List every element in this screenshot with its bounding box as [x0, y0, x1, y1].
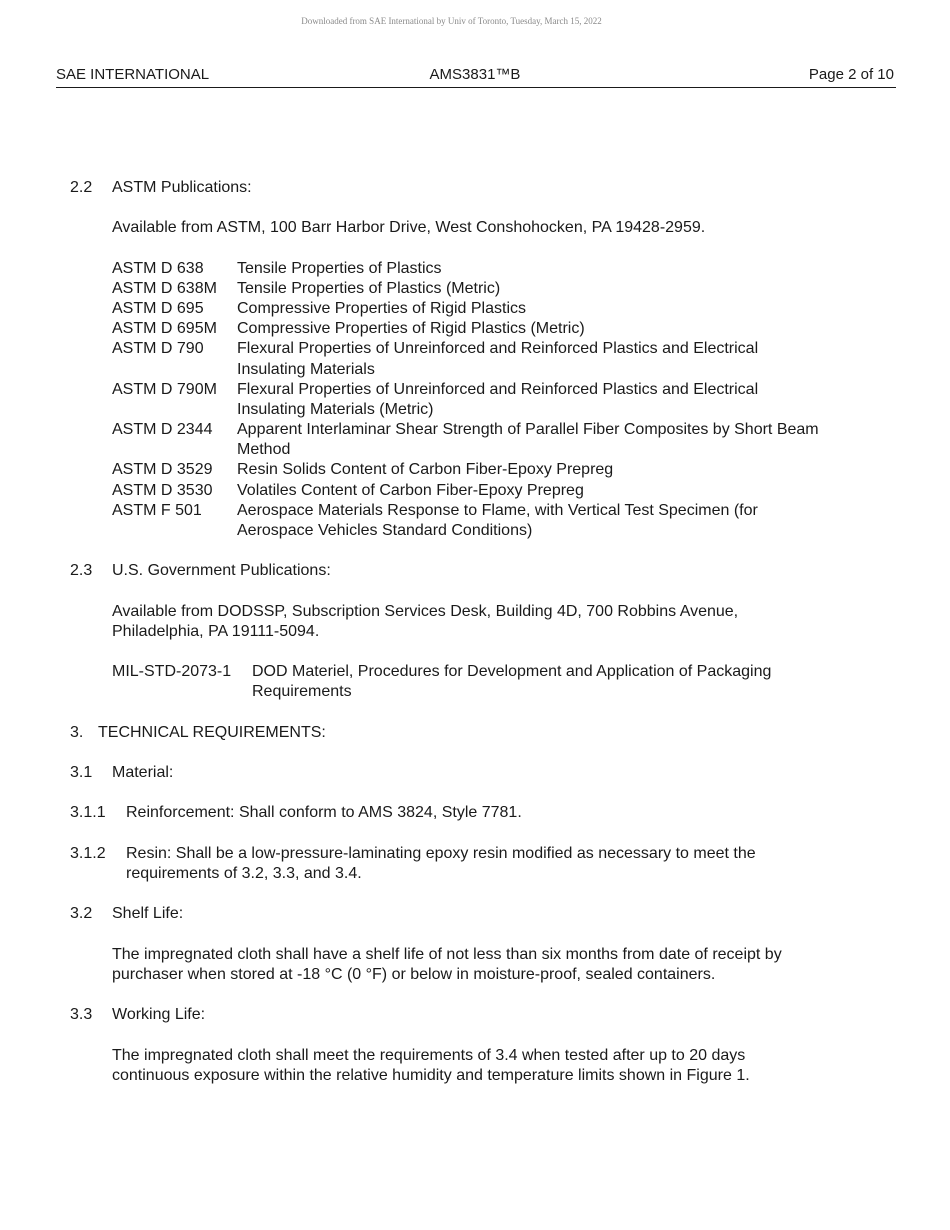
reference-code: ASTM D 695M — [112, 320, 217, 337]
reference-title: Apparent Interlaminar Shear Strength of Parallel Fiber Composites by Short Beam — [237, 421, 819, 438]
section-3-2-number: 3.2 — [70, 905, 93, 922]
reference-title: DOD Materiel, Procedures for Development and Application of Packaging — [252, 663, 772, 680]
section-2-2-number: 2.2 — [70, 179, 93, 196]
reference-code: ASTM D 3530 — [112, 482, 213, 499]
section-3-1-2-text-continued: requirements of 3.2, 3.3, and 3.4. — [126, 865, 362, 882]
section-2-3-number: 2.3 — [70, 562, 93, 579]
reference-title: Compressive Properties of Rigid Plastics (Metric) — [237, 320, 585, 337]
reference-title: Compressive Properties of Rigid Plastics — [237, 300, 526, 317]
section-3-1-number: 3.1 — [70, 764, 93, 781]
section-2-3-availability-continued: Philadelphia, PA 19111-5094. — [112, 623, 320, 640]
reference-title: Tensile Properties of Plastics (Metric) — [237, 280, 501, 297]
reference-title-continued: Requirements — [252, 683, 352, 700]
section-2-3-availability: Available from DODSSP, Subscription Services Desk, Building 4D, 700 Robbins Avenue, — [112, 603, 739, 620]
section-2-2-title: ASTM Publications: — [112, 179, 252, 196]
reference-title-continued: Insulating Materials (Metric) — [237, 401, 434, 418]
section-3-3-title: Working Life: — [112, 1006, 206, 1023]
header-page-number: Page 2 of 10 — [808, 66, 894, 83]
section-3-3-body-continued: continuous exposure within the relative humidity and temperature limits shown in Figure 1. — [112, 1067, 750, 1084]
reference-code: ASTM D 790 — [112, 340, 204, 357]
section-3-1-1-number: 3.1.1 — [70, 804, 106, 821]
reference-title-continued: Aerospace Vehicles Standard Conditions) — [237, 522, 533, 539]
section-3-2-body-continued: purchaser when stored at -18 °C (0 °F) or below in moisture-proof, sealed containers. — [112, 966, 716, 983]
reference-code: ASTM F 501 — [112, 502, 202, 519]
reference-code: ASTM D 638 — [112, 260, 204, 277]
reference-code: ASTM D 695 — [112, 300, 204, 317]
reference-title-continued: Method — [237, 441, 291, 458]
section-3-2-body: The impregnated cloth shall have a shelf life of not less than six months from date of receipt by — [112, 946, 782, 963]
section-3-1-2-number: 3.1.2 — [70, 845, 106, 862]
reference-code: ASTM D 2344 — [112, 421, 213, 438]
reference-title: Flexural Properties of Unreinforced and Reinforced Plastics and Electrical — [237, 340, 759, 357]
section-3-3-number: 3.3 — [70, 1006, 93, 1023]
reference-code: MIL-STD-2073-1 — [112, 663, 232, 680]
reference-title: Flexural Properties of Unreinforced and Reinforced Plastics and Electrical — [237, 381, 759, 398]
header-organization: SAE INTERNATIONAL — [56, 66, 210, 83]
header-rule — [56, 87, 896, 88]
section-2-3-title: U.S. Government Publications: — [112, 562, 331, 579]
reference-title: Volatiles Content of Carbon Fiber-Epoxy Prepreg — [237, 482, 584, 499]
section-3-1-2-text: Resin: Shall be a low-pressure-laminating epoxy resin modified as necessary to meet the — [126, 845, 756, 862]
download-watermark: Downloaded from SAE International by Univ of Toronto, Tuesday, March 15, 2022 — [301, 16, 602, 26]
section-3-1-title: Material: — [112, 764, 174, 781]
reference-code: ASTM D 638M — [112, 280, 217, 297]
section-3-number: 3. — [70, 724, 84, 741]
section-3-title: TECHNICAL REQUIREMENTS: — [98, 724, 326, 741]
section-2-2-availability: Available from ASTM, 100 Barr Harbor Drive, West Conshohocken, PA 19428-2959. — [112, 219, 706, 236]
section-3-2-title: Shelf Life: — [112, 905, 184, 922]
reference-title: Aerospace Materials Response to Flame, with Vertical Test Specimen (for — [237, 502, 758, 519]
reference-title-continued: Insulating Materials — [237, 361, 375, 378]
reference-title: Resin Solids Content of Carbon Fiber-Epoxy Prepreg — [237, 461, 614, 478]
section-3-3-body: The impregnated cloth shall meet the requirements of 3.4 when tested after up to 20 days — [112, 1047, 746, 1064]
reference-title: Tensile Properties of Plastics — [237, 260, 442, 277]
reference-code: ASTM D 3529 — [112, 461, 213, 478]
reference-code: ASTM D 790M — [112, 381, 217, 398]
header-document-id: AMS3831™B — [429, 66, 521, 83]
section-3-1-1-text: Reinforcement: Shall conform to AMS 3824, Style 7781. — [126, 804, 522, 821]
